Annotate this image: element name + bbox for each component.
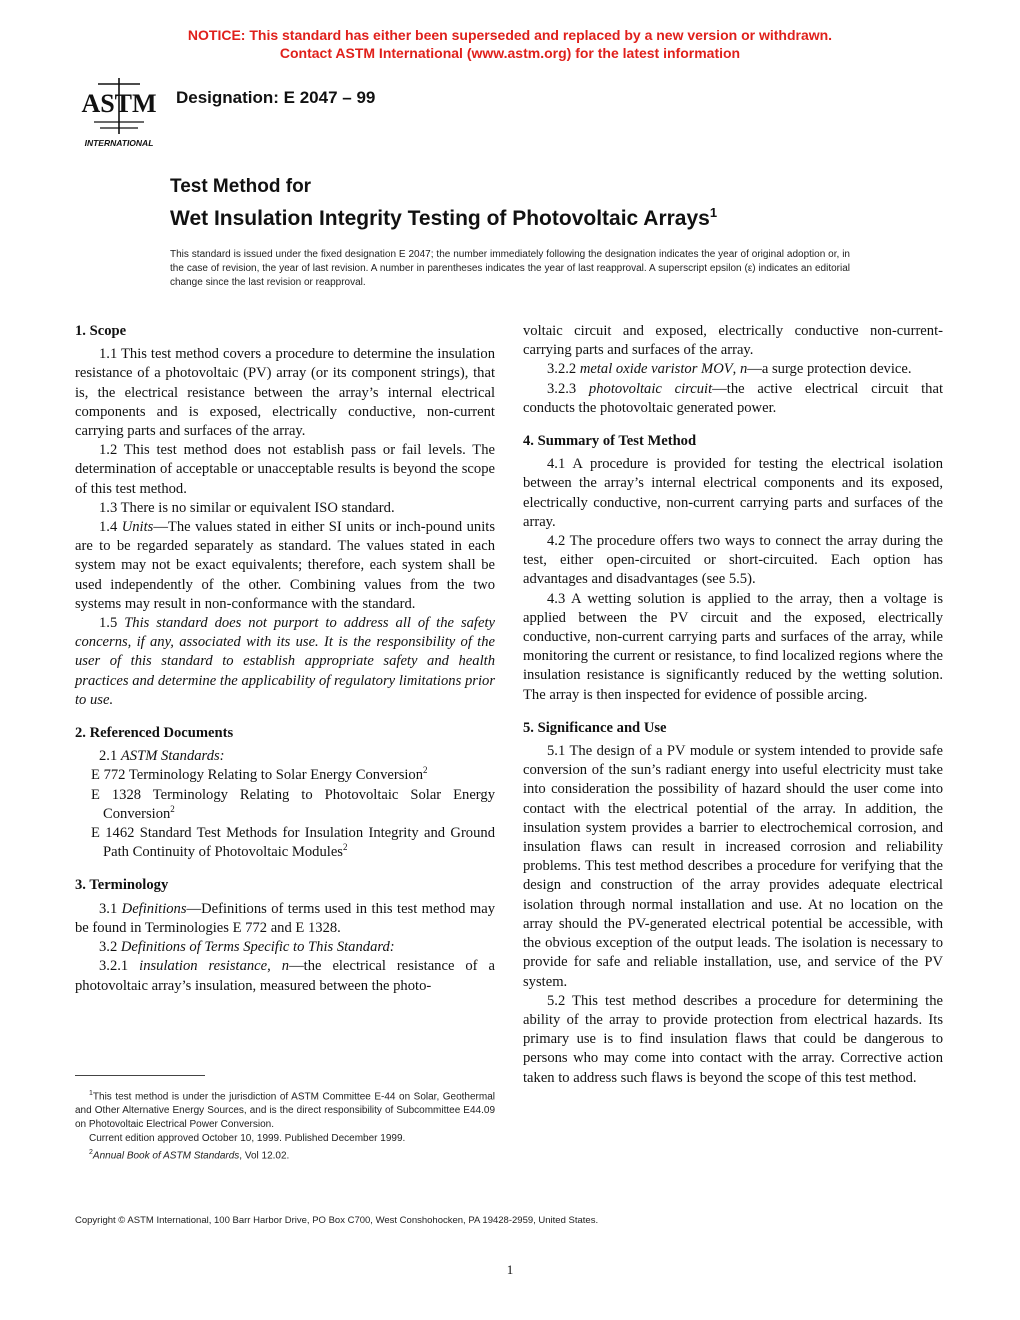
footnote-mark: 2 — [423, 765, 428, 776]
para-number: 2.1 — [99, 748, 121, 765]
designation: Designation: E 2047 – 99 — [176, 88, 376, 107]
para-1-3: 1.3 There is no similar or equivalent ISO standard. — [99, 499, 395, 516]
para-3-2-1 — [75, 957, 495, 995]
para-1-2: 1.2 This test method does not establish pass or fail levels. The determination of acceptable or unacceptable results is beyond the scope of this test method. — [75, 442, 495, 497]
para-text: —the electrical resistance of a photovoltaic array’s insulation, measured between the photo- — [75, 958, 495, 994]
footnote-mark: 2 — [170, 804, 175, 815]
page-number: 1 — [506, 1262, 514, 1277]
section-heading-scope: 1. Scope — [75, 323, 127, 339]
para-5-1: 5.1 The design of a PV module or system intended to provide safe conversion of the sun’s radiant energy into useful electricity must take into consideration the possibility of hazard should the user come into contact with the electrical potential of the array. In addition, the insulation system provides a barrier to electrochemical corrosion, and insulation flaws can result in increased corrosion and reliability problems. This test method describes a procedure for verifying that the design and construction of the array provides adequate electrical isolation through normal installation and use. At no location on the array should the PV-generated electrical potential be accessible, with the obvious exception of the output leads. The isolation is necessary to provide for safe and reliable installation, use, and service of the PV system. — [523, 743, 943, 990]
separator: , — [732, 361, 740, 378]
section-heading-referenced-documents: 2. Referenced Documents — [75, 725, 234, 742]
section-heading-significance: 5. Significance and Use — [523, 719, 667, 736]
right-column — [523, 322, 943, 1088]
para-number: 3.2.2 — [547, 361, 580, 378]
para-number: 3.2.3 — [547, 380, 589, 397]
para-number: 1.4 — [99, 519, 122, 536]
para-number: 1.5 — [99, 615, 125, 632]
astm-logo — [78, 74, 160, 150]
para-1-1: 1.1 This test method covers a procedure to determine the insulation resistance of a photovoltaic (PV) array (or its component strings), that is, the electrical resistance between the array’s internal electrical components and is exposed, electrically conductive, non-current carrying parts and surfaces of the array. — [75, 346, 495, 440]
safety-caveat: This standard does not purport to address all of the safety concerns, if any, associated with its use. It is the responsibility of the user of this standard to establish appropriate safety and health practices and determine the applicability of regulatory limitations prior to use. — [75, 615, 495, 708]
copyright: Copyright © ASTM International, 100 Barr Harbor Drive, PO Box C700, West Conshohocken, PA 19428-2959, United States. — [75, 1215, 599, 1226]
footnote-1 — [75, 1087, 495, 1132]
para-4-2: 4.2 The procedure offers two ways to connect the array during the test, either open-circuited or short-circuited. Each option has advantages and disadvantages (see 5.5). — [523, 533, 943, 588]
para-3-2 — [75, 938, 495, 957]
document-title — [170, 175, 890, 233]
para-3-2-1-continued: voltaic circuit and exposed, electrically conductive non-current-carrying parts and surfaces of the array. — [523, 323, 943, 359]
section-heading-summary: 4. Summary of Test Method — [523, 433, 697, 450]
para-4-3: 4.3 A wetting solution is applied to the array, then a voltage is applied between the PV circuit and the exposed, electrically conductive, non-current carrying parts and surfaces of the array, while monitoring the current or resistance, to find localized regions where the insulation resistance is significantly reduced by the wetting solution. The array is then inspected for evidence of possible arcing. — [523, 590, 943, 703]
term: Units — [121, 519, 154, 536]
para-text: —The values stated in either SI units or inch-pound units are to be regarded separately as standard. The values stated in each system may not be exact equivalents; therefore, each system shall be used independently of the other. Combining values from the two systems may result in non-conformance with the standard. — [75, 519, 495, 612]
footnote-2 — [75, 1146, 495, 1163]
term: photovoltaic circuit — [588, 380, 713, 397]
withdrawal-notice — [0, 26, 1020, 62]
footnote-mark: 2 — [89, 1149, 93, 1157]
notice-line-1: NOTICE: This standard has either been superseded and replaced by a new version or withdrawn. — [187, 27, 833, 43]
para-text: —the active electrical circuit that conducts the photovoltaic generated power. — [523, 380, 943, 416]
reference-text: E 1328 Terminology Relating to Photovoltaic Solar Energy Conversion — [91, 786, 495, 822]
para-3-1 — [75, 900, 495, 938]
para-1-5 — [75, 614, 495, 710]
para-text: —Definitions of terms used in this test method may be found in Terminologies E 772 and E 1328. — [75, 900, 495, 936]
term: Definitions of Terms Specific to This Standard: — [120, 939, 395, 956]
para-3-2-3 — [523, 380, 943, 418]
logo-letters: ASTM — [81, 89, 157, 118]
term: metal oxide varistor MOV — [579, 361, 733, 378]
para-text: —a surge protection device. — [747, 361, 912, 378]
title-line-2 — [170, 199, 890, 233]
para-number: 3.2.1 — [99, 958, 140, 975]
reference-text: E 1462 Standard Test Methods for Insulation Integrity and Ground Path Continuity of Photovoltaic Modules — [91, 825, 495, 861]
footnote-divider — [75, 1075, 205, 1076]
footnote-text: This test method is under the jurisdiction of ASTM Committee E-44 on Solar, Geothermal and Other Alternative Energy Sources, and is the direct responsibility of Subcommittee E44.09 on Photovoltaic Electrical Power Conversion. — [75, 1091, 495, 1131]
title-main: Wet Insulation Integrity Testing of Photovoltaic Arrays — [170, 207, 710, 230]
title-line-1: Test Method for — [170, 176, 312, 197]
footnote-term: Annual Book of ASTM Standards — [92, 1150, 240, 1162]
para-number: 3.2 — [99, 939, 121, 956]
reference-e1462 — [75, 824, 495, 862]
separator: , — [267, 958, 282, 975]
para-5-2: 5.2 This test method describes a procedure for determining the ability of the array to provide protection from electrical hazards. Its primary use is to find insulation flaws that could be dangerous to persons who may come into contact with the array. Corrective action taken to address such flaws is beyond the scope of this test method. — [523, 992, 943, 1086]
notice-line-2: Contact ASTM International (www.astm.org) for the latest information — [279, 45, 741, 61]
para-2-1 — [75, 747, 495, 766]
issuance-statement: This standard is issued under the fixed designation E 2047; the number immediately following the designation indicates the year of original adoption or, in the case of revision, the year of last revision. A number in parentheses indicates the year of last reapproval. A superscript epsilon (ε) indicates an editorial change since the last revision or reapproval. — [170, 249, 850, 288]
para-3-2-2 — [523, 360, 943, 379]
para-1-4 — [75, 518, 495, 614]
logo-sub: INTERNATIONAL — [84, 138, 154, 148]
reference-e772 — [75, 766, 495, 785]
term: ASTM Standards: — [120, 748, 225, 765]
title-footnote-mark: 1 — [709, 205, 718, 220]
para-4-1: 4.1 A procedure is provided for testing the electrical isolation between the array’s internal electrical components and its exposed, electrically conductive, non-current carrying parts and surfaces of the array. — [523, 456, 943, 530]
footnote-1-approval: Current edition approved October 10, 1999. Published December 1999. — [89, 1133, 406, 1145]
term: Definitions — [121, 900, 187, 917]
left-column — [75, 322, 495, 996]
part-of-speech: n — [281, 958, 290, 975]
footnotes — [75, 1087, 495, 1164]
para-number: 3.1 — [99, 900, 122, 917]
footnote-mark: 1 — [89, 1090, 93, 1097]
term: insulation resistance — [139, 958, 268, 975]
part-of-speech: n — [739, 361, 748, 378]
reference-e1328 — [75, 786, 495, 824]
footnote-text: , Vol 12.02. — [239, 1150, 290, 1162]
section-heading-terminology: 3. Terminology — [75, 877, 169, 894]
reference-text: E 772 Terminology Relating to Solar Energy Conversion — [91, 767, 424, 784]
footnote-mark: 2 — [343, 842, 348, 853]
